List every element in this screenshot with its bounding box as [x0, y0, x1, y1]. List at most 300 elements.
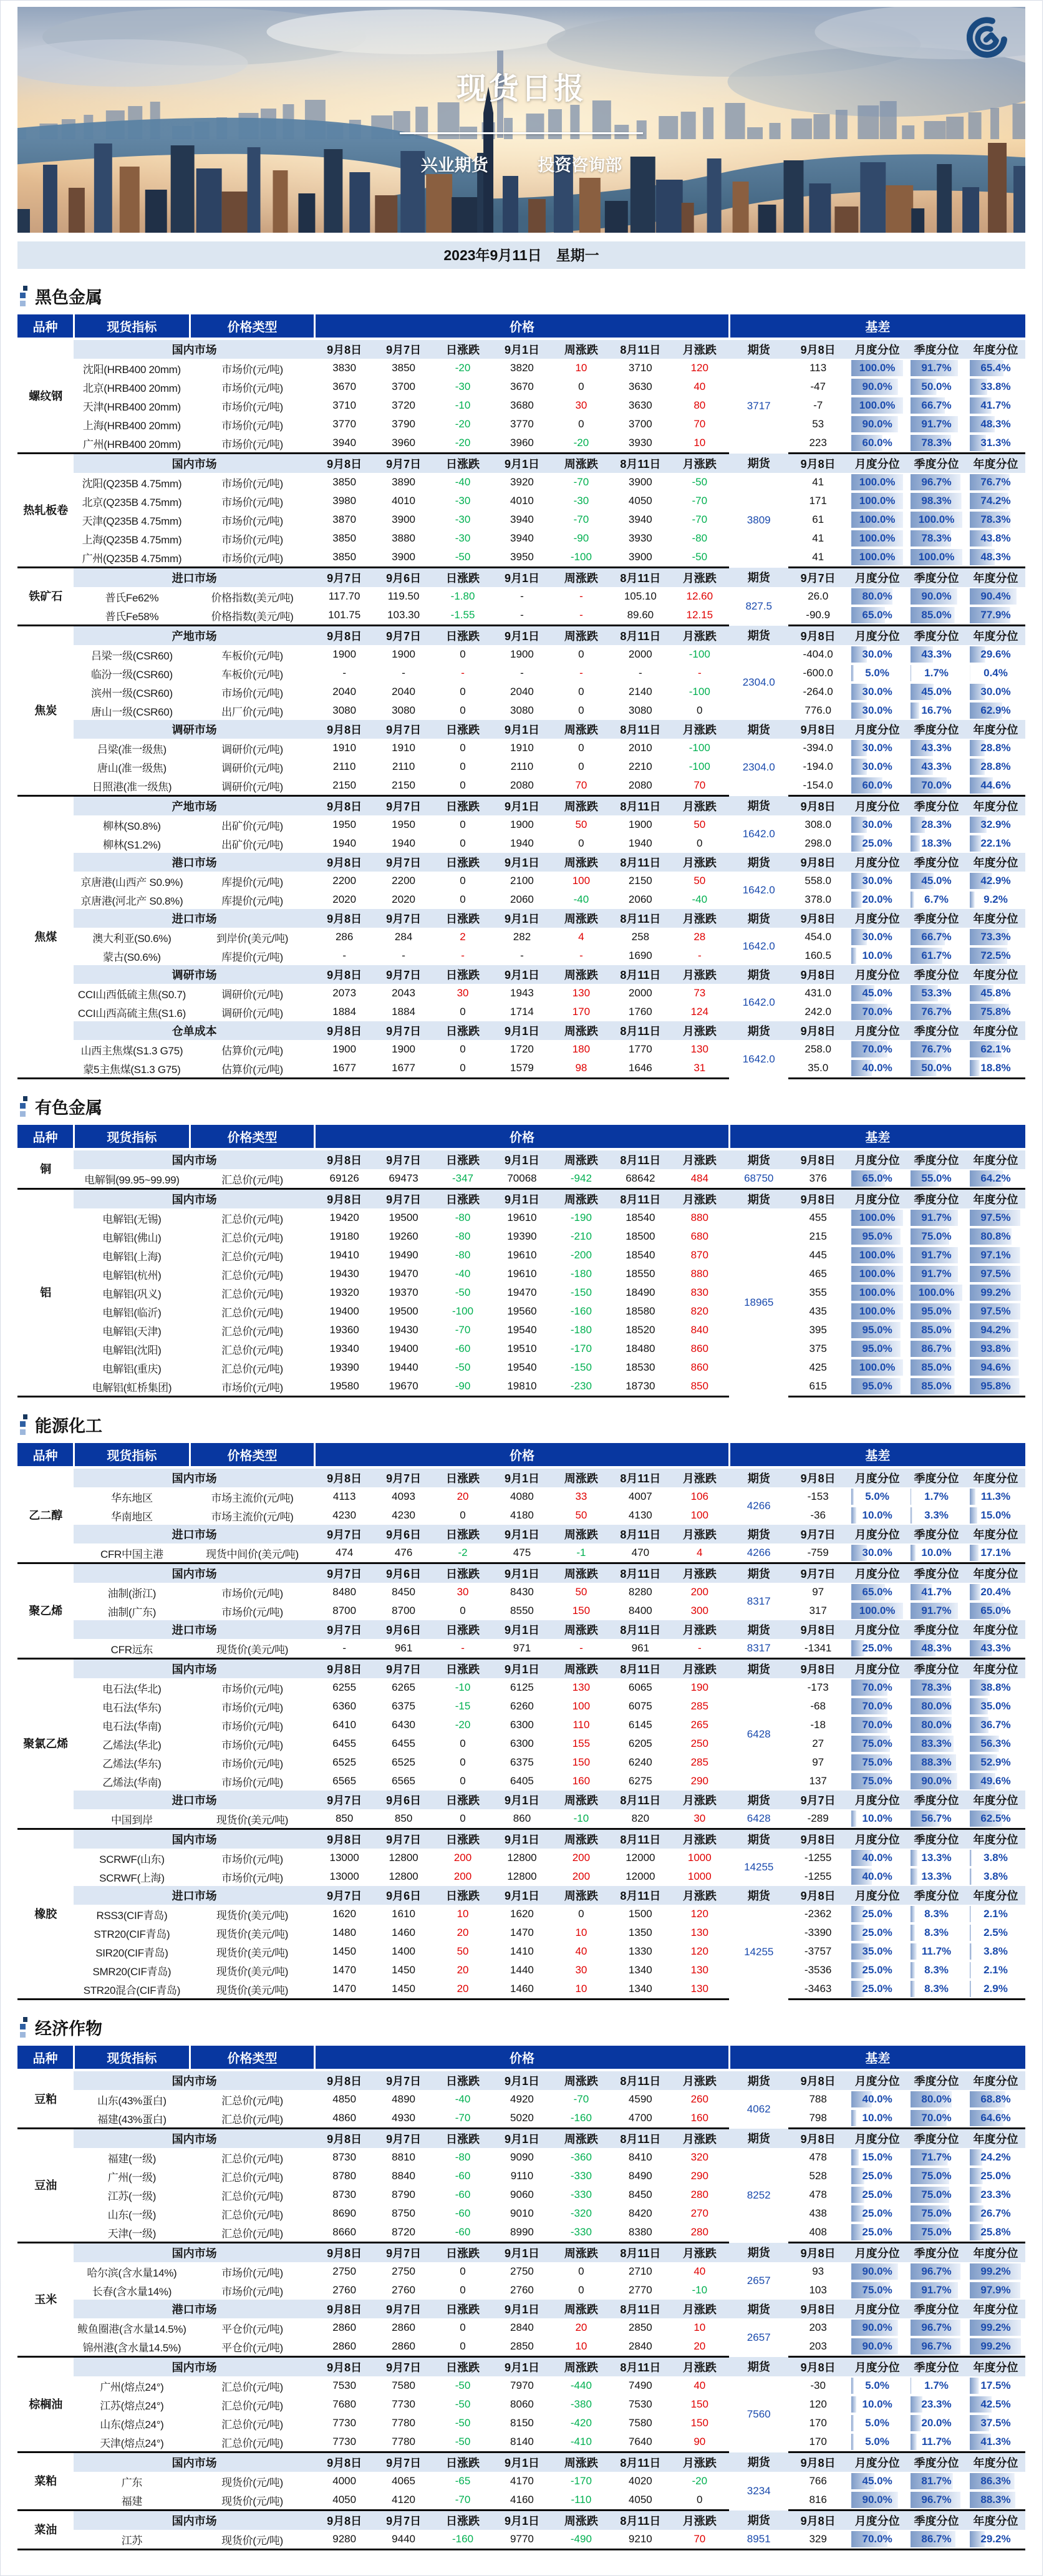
percentile-cell: 41.3% [966, 2433, 1025, 2452]
basis-value-cell: -3390 [788, 1923, 848, 1942]
variety-cell: 菜粕 [17, 2452, 74, 2510]
price-value-cell: 286 [315, 928, 374, 946]
percentile-header-cell: 年度分位 [966, 853, 1025, 872]
date-header-cell: 8月11日 [611, 909, 670, 928]
price-type-cell: 市场价(元/吨) [190, 1697, 314, 1716]
price-value-cell: 18730 [611, 1377, 670, 1397]
price-value-cell: 2000 [611, 984, 670, 1003]
indicator-cell: CCI山西高硫主焦(S1.6) [74, 1003, 190, 1021]
percentile-cell: 91.7% [907, 359, 966, 377]
price-value-cell: 150 [551, 1601, 611, 1620]
price-value-cell: 1620 [493, 1905, 552, 1923]
price-value-cell: -50 [433, 2376, 493, 2395]
percentile-cell: 75.0% [848, 1734, 907, 1753]
date-header-cell: 周涨跌 [551, 1791, 611, 1809]
price-value-cell: -170 [551, 1339, 611, 1358]
percentile-cell: 85.0% [907, 1321, 966, 1339]
date-header-cell: 期货 [729, 1467, 788, 1487]
percentile-cell: 35.0% [848, 1942, 907, 1961]
price-value-cell: 40 [670, 2262, 729, 2281]
percentile-cell: 45.0% [848, 2472, 907, 2491]
date-header-cell: 周涨跌 [551, 796, 611, 816]
price-value-cell: 0 [433, 2281, 493, 2300]
percentile-header-cell: 年度分位 [966, 2452, 1025, 2472]
date-header-cell: 日涨跌 [433, 1525, 493, 1543]
price-value-cell: 2060 [611, 890, 670, 909]
date-header-cell: 8月11日 [611, 626, 670, 646]
price-value-cell: 7730 [374, 2395, 433, 2414]
price-value-cell: -70 [670, 492, 729, 510]
price-value-cell: 4010 [374, 492, 433, 510]
basis-value-cell: -1341 [788, 1639, 848, 1659]
price-value-cell: 30 [670, 1809, 729, 1829]
price-value-cell: 1350 [611, 1923, 670, 1942]
indicator-cell: SMR20(CIF青岛) [74, 1961, 190, 1980]
price-value-cell: 4890 [374, 2090, 433, 2109]
price-value-cell: 282 [493, 928, 552, 946]
indicator-cell: 电解铝(重庆) [74, 1358, 190, 1377]
date-header-cell: 9月7日 [374, 1189, 433, 1209]
price-type-cell: 现货价(元/吨) [190, 2472, 314, 2491]
price-value-cell: - [551, 1639, 611, 1659]
date-header-cell: 9月6日 [374, 1791, 433, 1809]
price-value-cell: 7640 [611, 2433, 670, 2452]
data-row [17, 645, 1025, 664]
price-value-cell: 1900 [315, 645, 374, 664]
data-row [17, 1639, 1025, 1659]
percentile-cell: 96.7% [907, 2491, 966, 2510]
date-header-cell: 日涨跌 [433, 909, 493, 928]
percentile-cell: 95.0% [848, 1227, 907, 1246]
date-header-cell: 9月1日 [493, 1525, 552, 1543]
data-row [17, 2337, 1025, 2357]
percentile-header-cell: 年度分位 [966, 1791, 1025, 1809]
price-value-cell: 1470 [315, 1980, 374, 2000]
price-value-cell: - [433, 1639, 493, 1659]
percentile-cell: 15.0% [966, 1506, 1025, 1525]
price-value-cell: 8730 [315, 2148, 374, 2167]
futures-value-cell: 2304.0 [729, 645, 788, 720]
price-value-cell: 961 [611, 1639, 670, 1659]
percentile-cell: 80.0% [907, 2090, 966, 2109]
date-header-cell: 9月1日 [493, 454, 552, 474]
price-value-cell: 7780 [374, 2414, 433, 2433]
date-header-cell: 周涨跌 [551, 1525, 611, 1543]
price-type-cell: 汇总价(元/吨) [190, 1302, 314, 1321]
data-row [17, 757, 1025, 776]
price-value-cell: -20 [551, 434, 611, 454]
percentile-header-cell: 月度分位 [848, 568, 907, 588]
price-value-cell: 9090 [493, 2148, 552, 2167]
price-value-cell: -40 [433, 2090, 493, 2109]
price-type-cell: 现货价(美元/吨) [190, 1961, 314, 1980]
price-value-cell: - [315, 1639, 374, 1659]
price-value-cell: -30 [433, 529, 493, 548]
indicator-cell: 山东(一级) [74, 2204, 190, 2223]
market-subheader-row [17, 1563, 1025, 1583]
date-header-cell: 9月7日 [374, 454, 433, 474]
price-value-cell: 0 [551, 739, 611, 757]
percentile-cell: 13.3% [907, 1849, 966, 1867]
percentile-cell: 45.0% [907, 683, 966, 701]
percentile-cell: 49.6% [966, 1772, 1025, 1791]
percentile-cell: 100.0% [907, 548, 966, 568]
percentile-cell: 76.7% [907, 1003, 966, 1021]
percentile-header-cell: 年度分位 [966, 1189, 1025, 1209]
price-value-cell: - [551, 587, 611, 606]
market-subheader-row [17, 2357, 1025, 2377]
price-value-cell: 0 [433, 1003, 493, 1021]
date-header-cell: 月涨跌 [670, 2243, 729, 2263]
price-value-cell: 3900 [374, 548, 433, 568]
price-value-cell: -60 [433, 1339, 493, 1358]
basis-value-cell: -30 [788, 2376, 848, 2395]
price-type-cell: 汇总价(元/吨) [190, 2167, 314, 2185]
basis-value-cell: 776.0 [788, 701, 848, 720]
price-value-cell: -60 [433, 2223, 493, 2243]
futures-value-cell: 6428 [729, 1809, 788, 1829]
date-header-cell: 9月1日 [493, 965, 552, 984]
percentile-cell: 97.5% [966, 1265, 1025, 1283]
percentile-cell: 2.1% [966, 1961, 1025, 1980]
date-header-cell: 9月8日 [788, 2070, 848, 2090]
date-header-cell: 9月8日 [788, 909, 848, 928]
price-value-cell: 1884 [374, 1003, 433, 1021]
percentile-cell: 10.0% [848, 946, 907, 965]
price-value-cell: 130 [670, 1980, 729, 2000]
price-value-cell: - [315, 946, 374, 965]
price-value-cell: 284 [374, 928, 433, 946]
basis-value-cell: 258.0 [788, 1040, 848, 1059]
data-row [17, 2281, 1025, 2300]
indicator-cell: 乙烯法(华南) [74, 1772, 190, 1791]
price-value-cell: 7490 [611, 2376, 670, 2395]
indicator-cell: 福建(一级) [74, 2148, 190, 2167]
percentile-cell: 98.3% [907, 492, 966, 510]
indicator-cell: 电解铝(杭州) [74, 1265, 190, 1283]
basis-value-cell: 431.0 [788, 984, 848, 1003]
percentile-cell: 76.7% [966, 473, 1025, 492]
price-value-cell: 1410 [493, 1942, 552, 1961]
data-row [17, 664, 1025, 683]
futures-value-cell: 1642.0 [729, 872, 788, 909]
price-value-cell: 290 [670, 1772, 729, 1791]
price-value-cell: 69473 [374, 1169, 433, 1189]
date-header-cell: 9月7日 [374, 909, 433, 928]
price-value-cell: 50 [670, 815, 729, 834]
percentile-cell: 78.3% [907, 434, 966, 454]
price-value-cell: 170 [551, 1003, 611, 1021]
price-value-cell: 4230 [374, 1506, 433, 1525]
price-value-cell: - [493, 946, 552, 965]
section-squares-icon [19, 285, 29, 308]
price-value-cell: -100 [551, 548, 611, 568]
indicator-cell: 广州(HRB400 20mm) [74, 434, 190, 454]
percentile-cell: 86.3% [966, 2472, 1025, 2491]
date-header-cell: 9月1日 [493, 720, 552, 739]
percentile-header-cell: 月度分位 [848, 339, 907, 359]
date-header-cell: 9月8日 [788, 853, 848, 872]
price-value-cell: 1470 [315, 1961, 374, 1980]
market-name-cell: 产地市场 [74, 796, 314, 816]
percentile-cell: 97.9% [966, 2281, 1025, 2300]
date-header-cell: 8月11日 [611, 720, 670, 739]
futures-value-cell: 2657 [729, 2318, 788, 2357]
date-header-cell: 月涨跌 [670, 909, 729, 928]
price-value-cell: 8480 [315, 1583, 374, 1601]
price-value-cell: 320 [670, 2148, 729, 2167]
price-value-cell: -10 [433, 1678, 493, 1697]
industrial-swirl-logo-icon [967, 17, 1008, 58]
date-header-cell: 9月8日 [788, 339, 848, 359]
basis-value-cell: -3536 [788, 1961, 848, 1980]
price-value-cell: 69126 [315, 1169, 374, 1189]
col-variety: 品种 [17, 1443, 74, 1467]
percentile-cell: 8.3% [907, 1961, 966, 1980]
price-value-cell: 3680 [493, 396, 552, 415]
date-header-cell: 月涨跌 [670, 2300, 729, 2318]
price-value-cell: -40 [433, 1265, 493, 1283]
percentile-cell: 36.7% [966, 1716, 1025, 1734]
price-value-cell: -50 [670, 473, 729, 492]
price-value-cell: 12800 [374, 1849, 433, 1867]
data-row [17, 890, 1025, 909]
percentile-cell: 80.0% [907, 1716, 966, 1734]
price-type-cell: 调研价(元/吨) [190, 757, 314, 776]
data-row [17, 2148, 1025, 2167]
data-row [17, 415, 1025, 434]
percentile-cell: 70.0% [848, 2530, 907, 2550]
price-value-cell: 130 [670, 1040, 729, 1059]
percentile-header-cell: 年度分位 [966, 965, 1025, 984]
price-value-cell: 160 [670, 2109, 729, 2129]
price-value-cell: 19510 [493, 1339, 552, 1358]
indicator-cell: 滨州一级(CSR60) [74, 683, 190, 701]
percentile-cell: 11.3% [966, 1487, 1025, 1506]
data-row [17, 1040, 1025, 1059]
price-value-cell: -10 [433, 396, 493, 415]
price-value-cell: 0 [670, 2491, 729, 2510]
price-value-cell: 680 [670, 1227, 729, 1246]
date-header-cell: 9月7日 [374, 626, 433, 646]
price-value-cell: 40 [670, 2376, 729, 2395]
variety-cell: 热轧板卷 [17, 454, 74, 568]
percentile-cell: 20.0% [848, 890, 907, 909]
date-header-cell: 日涨跌 [433, 1829, 493, 1849]
indicator-cell: 沈阳(HRB400 20mm) [74, 359, 190, 377]
price-type-cell: 市场价(元/吨) [190, 1753, 314, 1772]
price-value-cell: -80 [433, 1227, 493, 1246]
market-subheader-row [17, 2510, 1025, 2530]
percentile-cell: 90.0% [848, 2337, 907, 2357]
date-header-cell: 9月8日 [788, 965, 848, 984]
price-value-cell: 120 [670, 359, 729, 377]
percentile-cell: 10.0% [848, 2109, 907, 2129]
percentile-header-cell: 季度分位 [907, 1149, 966, 1169]
date-header-cell: 日涨跌 [433, 1886, 493, 1905]
price-value-cell: 1770 [611, 1040, 670, 1059]
price-value-cell: 160 [551, 1772, 611, 1791]
percentile-cell: 66.7% [907, 928, 966, 946]
price-value-cell: -30 [433, 377, 493, 396]
market-subheader-row [17, 1021, 1025, 1040]
price-value-cell: 1646 [611, 1059, 670, 1079]
price-value-cell: 7970 [493, 2376, 552, 2395]
date-header-cell: 月涨跌 [670, 1149, 729, 1169]
price-value-cell: 70 [670, 776, 729, 796]
price-type-cell: 调研价(元/吨) [190, 1003, 314, 1021]
market-subheader-row [17, 965, 1025, 984]
futures-value-cell: 18965 [729, 1208, 788, 1397]
price-value-cell: 1900 [315, 1040, 374, 1059]
price-value-cell: 101.75 [315, 606, 374, 626]
price-type-cell: 市场主流价(元/吨) [190, 1506, 314, 1525]
date-header-cell: 9月6日 [374, 1525, 433, 1543]
date-header-cell: 周涨跌 [551, 2510, 611, 2530]
variety-cell: 铁矿石 [17, 568, 74, 626]
date-header-cell: 9月8日 [788, 1021, 848, 1040]
data-row [17, 510, 1025, 529]
variety-cell: 菜油 [17, 2510, 74, 2550]
futures-value-cell: 1642.0 [729, 1040, 788, 1079]
date-header-cell: 9月8日 [788, 796, 848, 816]
price-value-cell: 0 [670, 834, 729, 853]
date-header-cell: 周涨跌 [551, 720, 611, 739]
date-header-cell: 月涨跌 [670, 339, 729, 359]
indicator-cell: 山西主焦煤(S1.3 G75) [74, 1040, 190, 1059]
price-type-cell: 市场价(元/吨) [190, 2281, 314, 2300]
percentile-cell: 43.3% [907, 739, 966, 757]
percentile-header-cell: 年度分位 [966, 1149, 1025, 1169]
banner-text [17, 7, 1025, 176]
date-header-cell: 9月7日 [374, 2070, 433, 2090]
basis-value-cell: 27 [788, 1734, 848, 1753]
indicator-cell: 天津(Q235B 4.75mm) [74, 510, 190, 529]
basis-value-cell: 170 [788, 2414, 848, 2433]
price-value-cell: 0 [433, 2262, 493, 2281]
price-value-cell: 840 [670, 1321, 729, 1339]
price-value-cell: 285 [670, 1753, 729, 1772]
basis-value-cell: 223 [788, 434, 848, 454]
col-variety: 品种 [17, 1125, 74, 1149]
percentile-cell: 75.0% [907, 2223, 966, 2243]
col-indicator: 现货指标 [74, 2046, 190, 2070]
price-value-cell: - [374, 946, 433, 965]
percentile-cell: 10.0% [848, 2395, 907, 2414]
price-type-cell: 出矿价(元/吨) [190, 815, 314, 834]
percentile-cell: 25.0% [848, 2223, 907, 2243]
price-value-cell: -20 [433, 359, 493, 377]
percentile-header-cell: 季度分位 [907, 965, 966, 984]
basis-value-cell: 395 [788, 1321, 848, 1339]
percentile-cell: 93.8% [966, 1339, 1025, 1358]
price-value-cell: 6525 [315, 1753, 374, 1772]
percentile-cell: 16.7% [907, 701, 966, 720]
date-header-cell: 8月11日 [611, 1829, 670, 1849]
price-value-cell: 8550 [493, 1601, 552, 1620]
price-value-cell: 155 [551, 1734, 611, 1753]
date-header-cell: 周涨跌 [551, 1620, 611, 1639]
date-header-cell: 9月8日 [315, 965, 374, 984]
date-header-cell: 8月11日 [611, 1189, 670, 1209]
price-type-cell: 库提价(元/吨) [190, 946, 314, 965]
indicator-cell: 北京(HRB400 20mm) [74, 377, 190, 396]
price-value-cell: 2750 [315, 2262, 374, 2281]
price-value-cell: 4 [670, 1543, 729, 1563]
price-value-cell: -230 [551, 1377, 611, 1397]
percentile-header-cell: 月度分位 [848, 1829, 907, 1849]
price-value-cell: 0 [670, 701, 729, 720]
price-value-cell: 2750 [374, 2262, 433, 2281]
price-value-cell: -380 [551, 2395, 611, 2414]
date-header-cell: 9月8日 [788, 1620, 848, 1639]
market-name-cell: 国内市场 [74, 1829, 314, 1849]
date-header-cell: 日涨跌 [433, 2070, 493, 2090]
price-value-cell: 3080 [315, 701, 374, 720]
basis-value-cell: 41 [788, 548, 848, 568]
percentile-header-cell: 季度分位 [907, 720, 966, 739]
price-value-cell: 0 [433, 834, 493, 853]
indicator-cell: 沈阳(Q235B 4.75mm) [74, 473, 190, 492]
price-value-cell: 120 [670, 1942, 729, 1961]
basis-value-cell: -3757 [788, 1942, 848, 1961]
report-title: 现货日报 [456, 72, 586, 105]
price-value-cell: 870 [670, 1246, 729, 1265]
price-value-cell: 1943 [493, 984, 552, 1003]
indicator-cell: 长春(含水量14%) [74, 2281, 190, 2300]
data-row [17, 1506, 1025, 1525]
price-type-cell: 汇总价(元/吨) [190, 1208, 314, 1227]
price-value-cell: 6255 [315, 1678, 374, 1697]
section-squares-icon [19, 1096, 29, 1118]
percentile-cell: 48.3% [966, 548, 1025, 568]
basis-value-cell: 376 [788, 1169, 848, 1189]
col-basis-group: 基差 [729, 2046, 1025, 2070]
date-header-cell: 9月1日 [493, 1659, 552, 1679]
price-value-cell: -80 [670, 529, 729, 548]
date-header-cell: 9月8日 [788, 1467, 848, 1487]
date-header-cell: 9月7日 [374, 965, 433, 984]
price-type-cell: 市场价(元/吨) [190, 492, 314, 510]
price-value-cell: 190 [670, 1678, 729, 1697]
market-subheader-row [17, 720, 1025, 739]
section-squares-icon [19, 2016, 29, 2039]
futures-value-cell: 14255 [729, 1849, 788, 1886]
percentile-cell: 48.3% [966, 415, 1025, 434]
date-header-cell: 9月8日 [315, 2357, 374, 2377]
price-value-cell: 3820 [493, 359, 552, 377]
report-table [17, 2046, 1025, 2550]
date-header-cell: 日涨跌 [433, 2510, 493, 2530]
date-header-cell: 周涨跌 [551, 339, 611, 359]
indicator-cell: 山东(熔点24°) [74, 2414, 190, 2433]
report-table [17, 1125, 1025, 1397]
col-price-group: 价格 [315, 1125, 730, 1149]
percentile-cell: 42.9% [966, 872, 1025, 890]
col-indicator: 现货指标 [74, 1443, 190, 1467]
price-value-cell: 19610 [493, 1208, 552, 1227]
price-value-cell: -70 [551, 2090, 611, 2109]
basis-value-cell: -3463 [788, 1980, 848, 2000]
percentile-cell: 22.1% [966, 834, 1025, 853]
date-header-cell: 9月7日 [374, 2452, 433, 2472]
price-value-cell: 100 [551, 872, 611, 890]
indicator-cell: 柳林(S1.2%) [74, 834, 190, 853]
percentile-cell: 25.0% [848, 834, 907, 853]
indicator-cell: 蒙5主焦煤(S1.3 G75) [74, 1059, 190, 1079]
percentile-cell: 8.3% [907, 1980, 966, 2000]
price-value-cell: -942 [551, 1169, 611, 1189]
